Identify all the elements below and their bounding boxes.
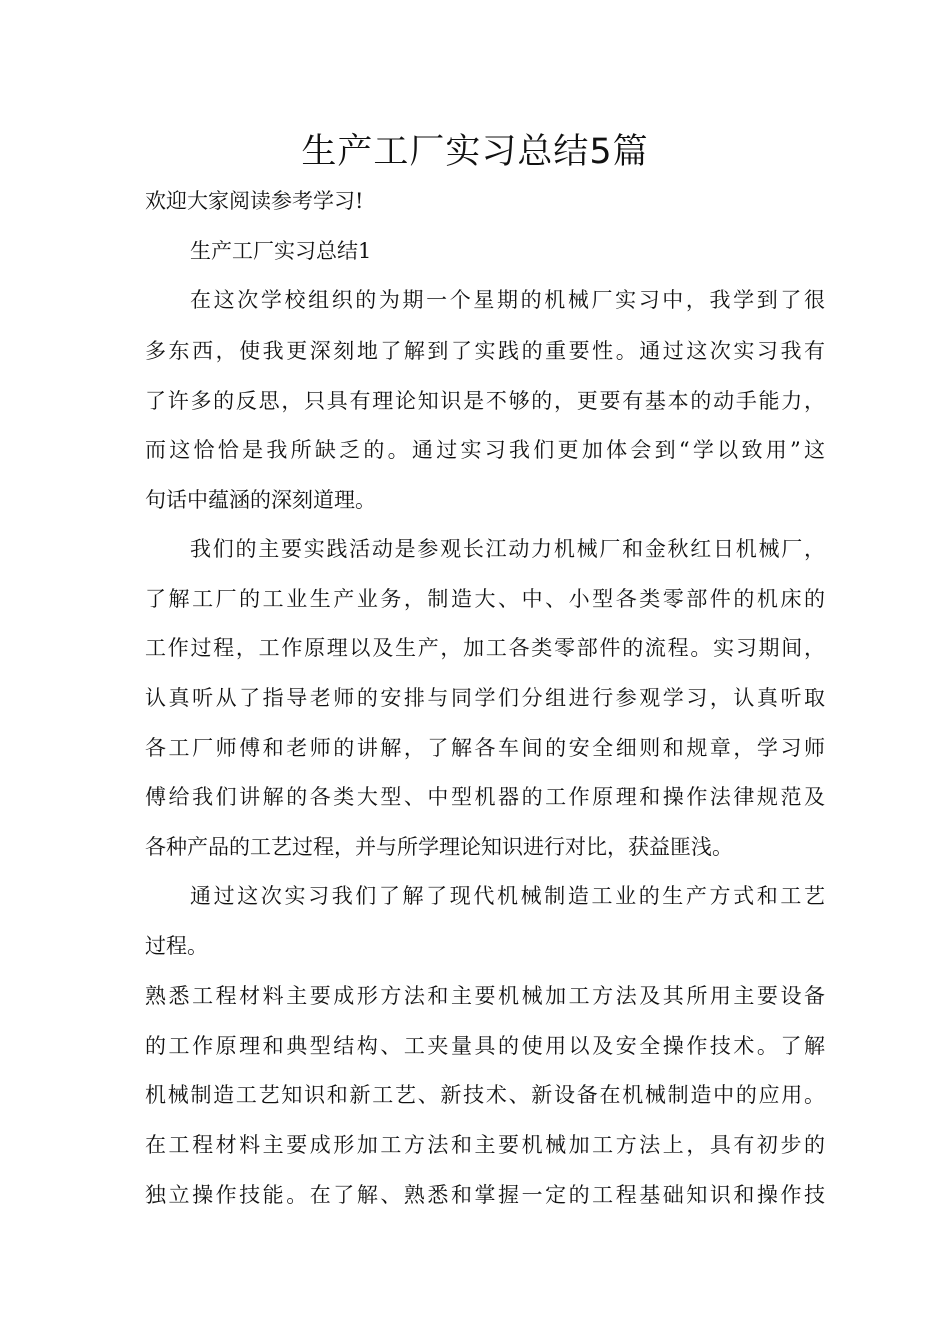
paragraph-line: 机械制造工艺知识和新工艺、新技术、新设备在机械制造中的应用。 xyxy=(145,1083,825,1107)
paragraph-line: 过程。 xyxy=(145,934,208,958)
paragraph-line: 认真听从了指导老师的安排与同学们分组进行参观学习，认真听取 xyxy=(145,686,825,710)
paragraph-line: 了许多的反思，只具有理论知识是不够的，更要有基本的动手能力， xyxy=(145,389,825,413)
paragraph-line: 在工程材料主要成形加工方法和主要机械加工方法上，具有初步的 xyxy=(145,1133,825,1157)
paragraph-line: 了解工厂的工业生产业务，制造大、中、小型各类零部件的机床的 xyxy=(145,587,825,611)
paragraph-line: 在这次学校组织的为期一个星期的机械厂实习中，我学到了很 xyxy=(190,288,825,312)
paragraph-line: 各种产品的工艺过程，并与所学理论知识进行对比，获益匪浅。 xyxy=(145,835,733,859)
paragraph-line: 句话中蕴涵的深刻道理。 xyxy=(145,488,376,512)
document-title: 生产工厂实习总结5篇 xyxy=(301,132,649,172)
paragraph-line: 各工厂师傅和老师的讲解，了解各车间的安全细则和规章，学习师 xyxy=(145,736,825,760)
paragraph-line: 工作过程，工作原理以及生产，加工各类零部件的流程。实习期间， xyxy=(145,636,825,660)
paragraph-line: 熟悉工程材料主要成形方法和主要机械加工方法及其所用主要设备 xyxy=(145,984,825,1008)
paragraph-line: 的工作原理和典型结构、工夹量具的使用以及安全操作技术。了解 xyxy=(145,1034,825,1058)
paragraph-line: 独立操作技能。在了解、熟悉和掌握一定的工程基础知识和操作技 xyxy=(145,1183,825,1207)
greeting-line: 欢迎大家阅读参考学习! xyxy=(145,189,364,213)
section-heading: 生产工厂实习总结1 xyxy=(190,239,372,263)
paragraph-line: 而这恰恰是我所缺乏的。通过实习我们更加体会到“学以致用”这 xyxy=(145,438,825,462)
paragraph-line: 我们的主要实践活动是参观长江动力机械厂和金秋红日机械厂， xyxy=(190,537,825,561)
paragraph-line: 通过这次实习我们了解了现代机械制造工业的生产方式和工艺 xyxy=(190,884,825,908)
paragraph-line: 傅给我们讲解的各类大型、中型机器的工作原理和操作法律规范及 xyxy=(145,785,825,809)
paragraph-line: 多东西，使我更深刻地了解到了实践的重要性。通过这次实习我有 xyxy=(145,339,825,363)
